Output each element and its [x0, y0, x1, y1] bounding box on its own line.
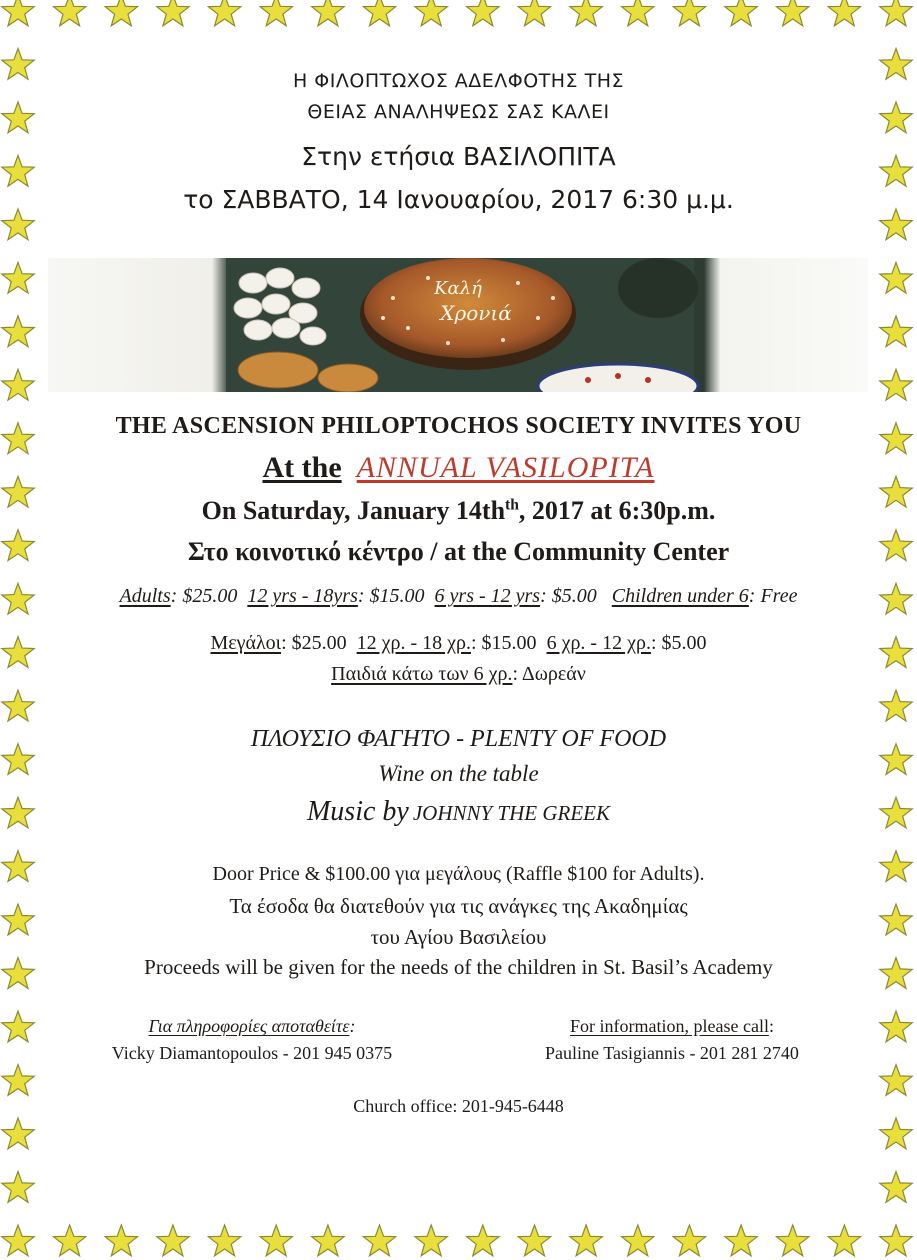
- proceeds-greek-line-1: Τα έσοδα θα διατεθούν για τις ανάγκες της Ακαδημίας: [229, 894, 688, 918]
- border-star-icon: [260, 0, 292, 26]
- border-star-icon: [2, 316, 34, 347]
- border-star-icon: [880, 1065, 912, 1096]
- contact-english-person: Pauline Tasigiannis - 201 281 2740: [545, 1043, 799, 1063]
- greek-header-line-3: Στην ετήσια ΒΑΣΙΛΟΠΙΤΑ: [301, 142, 616, 171]
- border-star-icon: [622, 1225, 654, 1256]
- border-star-icon: [828, 0, 860, 26]
- price-adults-value: : $25.00: [170, 585, 238, 607]
- border-star-icon: [880, 1225, 912, 1256]
- annual-vasilopita-line: [0, 451, 917, 485]
- music-line: [0, 796, 917, 828]
- prices-english: [0, 585, 917, 608]
- border-star-icon: [208, 0, 240, 26]
- border-star-icon: [880, 262, 912, 293]
- contact-english-label: For information, please call: [570, 1016, 769, 1036]
- border-star-icon: [880, 1011, 912, 1042]
- border-star-icon: [2, 690, 34, 721]
- contact-greek-person: Vicky Diamantopoulos - 201 945 0375: [111, 1043, 393, 1063]
- border-star-icon: [673, 0, 705, 26]
- greek-header-line-1: Η ΦΙΛΟΠΤΩΧΟΣ ΑΔΕΛΦΟΤΗΣ ΤΗΣ: [292, 70, 624, 92]
- border-star-icon: [208, 1225, 240, 1256]
- border-star-icon: [880, 316, 912, 347]
- raffle-line: Door Price & $100.00 για μεγάλους (Raffle $100 for Adults).: [212, 863, 705, 885]
- border-star-icon: [467, 1225, 499, 1256]
- border-star-icon: [777, 1225, 809, 1256]
- border-star-icon: [105, 1225, 137, 1256]
- border-star-icon: [2, 1225, 34, 1256]
- prices-greek-under6: [0, 663, 917, 686]
- proceeds-english-line: Proceeds will be given for the needs of the children in St. Basil’s Academy: [144, 955, 773, 979]
- border-star-icon: [54, 0, 86, 26]
- cake-inscription-line-1: Καλή: [434, 278, 482, 299]
- border-star-icon: [828, 1225, 860, 1256]
- date-prefix: On Saturday, January 14th: [201, 496, 506, 525]
- event-name: ANNUAL VASILOPITA: [356, 451, 655, 484]
- music-artist: JOHNNY THE GREEK: [412, 801, 611, 825]
- invites-line: THE ASCENSION PHILOPTOCHOS SOCIETY INVITES YOU: [115, 413, 802, 439]
- proceeds-greek-line-2: του Αγίου Βασιλείου: [370, 925, 547, 949]
- border-star-icon: [725, 1225, 757, 1256]
- vasilopita-photo: [48, 258, 868, 392]
- date-superscript: th: [505, 496, 519, 514]
- music-prefix: Music by: [306, 796, 409, 827]
- border-star-icon: [2, 0, 34, 26]
- contact-greek-label: Για πληροφορίες αποταθείτε: [148, 1016, 350, 1036]
- church-office: Church office: 201-945-6448: [353, 1096, 564, 1116]
- border-star-icon: [467, 0, 499, 26]
- border-star-icon: [260, 1225, 292, 1256]
- date-line: [0, 496, 917, 526]
- contact-english: For information, please call: Pauline Tasigiannis - 201 281 2740: [482, 1016, 862, 1064]
- border-star-icon: [2, 1011, 34, 1042]
- border-star-icon: [2, 1172, 34, 1203]
- border-star-icon: [880, 690, 912, 721]
- greek-header-line-4: το ΣΑΒΒΑΤΟ, 14 Ιανουαρίου, 2017 6:30 μ.μ.: [183, 185, 734, 214]
- gr-price-teens-value: : $15.00: [471, 632, 537, 654]
- border-star-icon: [363, 1225, 395, 1256]
- price-under6-label: Children under 6: [611, 585, 749, 607]
- gr-price-adults-label: Μεγάλοι: [210, 632, 282, 654]
- border-star-icon: [518, 1225, 550, 1256]
- border-star-icon: [312, 1225, 344, 1256]
- border-star-icon: [157, 0, 189, 26]
- border-star-icon: [2, 262, 34, 293]
- food-line: ΠΛΟΥΣΙΟ ΦΑΓΗΤΟ - PLENTY OF FOOD: [250, 726, 667, 752]
- price-teens-label: 12 yrs - 18yrs: [247, 585, 358, 607]
- border-star-icon: [105, 0, 137, 26]
- border-star-icon: [570, 1225, 602, 1256]
- price-adults-label: Adults: [119, 585, 171, 607]
- gr-price-kids-label: 6 χρ. - 12 χρ.: [546, 632, 651, 654]
- border-star-icon: [415, 1225, 447, 1256]
- border-star-icon: [880, 369, 912, 400]
- border-star-icon: [570, 0, 602, 26]
- greek-header-line-2: ΘΕΙΑΣ ΑΝΑΛΗΨΕΩΣ ΣΑΣ ΚΑΛΕΙ: [307, 101, 610, 123]
- border-star-icon: [363, 0, 395, 26]
- price-kids-label: 6 yrs - 12 yrs: [434, 585, 541, 607]
- price-teens-value: : $15.00: [357, 585, 425, 607]
- border-star-icon: [518, 0, 550, 26]
- at-the-text: At the: [262, 451, 342, 484]
- border-star-icon: [880, 1172, 912, 1203]
- border-star-icon: [725, 0, 757, 26]
- cake-inscription-line-2: Χρονιά: [440, 301, 512, 325]
- border-star-icon: [880, 1118, 912, 1149]
- gr-price-under6-value: : Δωρεάν: [512, 663, 586, 685]
- border-star-icon: [673, 1225, 705, 1256]
- gr-price-under6-label: Παιδιά κάτω των 6 χρ.: [331, 663, 513, 685]
- date-suffix: , 2017 at 6:30p.m.: [518, 496, 716, 525]
- border-star-icon: [2, 1065, 34, 1096]
- location-line: Στο κοινοτικό κέντρο / at the Community Center: [187, 537, 730, 566]
- contact-greek: Για πληροφορίες αποταθείτε: Vicky Diamantopoulos - 201 945 0375: [62, 1016, 442, 1064]
- gr-price-kids-value: : $5.00: [650, 632, 707, 654]
- prices-greek: [0, 632, 917, 655]
- border-star-icon: [157, 1225, 189, 1256]
- price-kids-value: : $5.00: [540, 585, 597, 607]
- gr-price-teens-label: 12 χρ. - 18 χρ.: [356, 632, 471, 654]
- border-star-icon: [312, 0, 344, 26]
- border-star-icon: [880, 0, 912, 26]
- border-star-icon: [415, 0, 447, 26]
- border-star-icon: [2, 369, 34, 400]
- price-under6-value: : Free: [748, 585, 798, 607]
- gr-price-adults-value: : $25.00: [281, 632, 347, 654]
- wine-line: Wine on the table: [378, 761, 539, 786]
- border-star-icon: [777, 0, 809, 26]
- border-star-icon: [2, 1118, 34, 1149]
- border-star-icon: [622, 0, 654, 26]
- border-star-icon: [54, 1225, 86, 1256]
